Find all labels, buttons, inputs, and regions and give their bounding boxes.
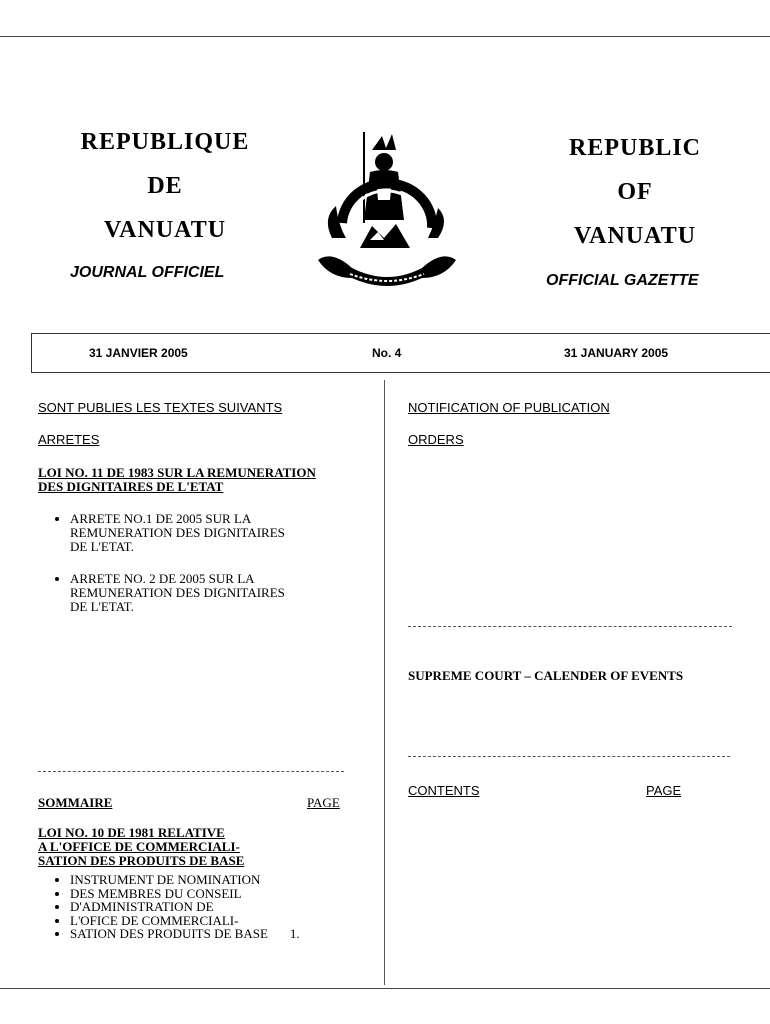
sommaire-item: • D'ADMINISTRATION DE bbox=[70, 900, 400, 914]
left-decree-list bbox=[22, 512, 390, 614]
sommaire-item: • DES MEMBRES DU CONSEIL bbox=[70, 887, 400, 901]
right-section-orders: ORDERS bbox=[408, 432, 464, 447]
top-rule bbox=[0, 36, 770, 37]
masthead-right-line-1: REPUBLIC bbox=[568, 135, 702, 161]
masthead-left-subtitle: JOURNAL OFFICIEL bbox=[70, 264, 225, 281]
masthead-right-title bbox=[510, 126, 760, 258]
sommaire-page-label: PAGE bbox=[307, 795, 340, 810]
left-separator bbox=[38, 771, 344, 772]
masthead-right-line-3: VANUATU bbox=[573, 223, 697, 249]
contents-page-label: PAGE bbox=[646, 783, 682, 798]
sommaire-item-list bbox=[22, 873, 400, 941]
masthead-left-title bbox=[40, 120, 290, 252]
date-english: 31 JANUARY 2005 bbox=[564, 346, 669, 360]
supreme-court-notice: SUPREME COURT – CALENDER OF EVENTS bbox=[408, 668, 684, 683]
bottom-rule bbox=[0, 988, 770, 989]
masthead-left-line-1: REPUBLIQUE bbox=[80, 129, 250, 155]
sommaire-page-number: 1. bbox=[289, 926, 300, 941]
issue-number: No. 4 bbox=[372, 346, 402, 360]
sommaire-item: • L'OFICE DE COMMERCIALI- bbox=[70, 914, 400, 928]
left-section-arretes: ARRETES bbox=[38, 432, 100, 447]
left-heading: SONT PUBLIES LES TEXTES SUIVANTS bbox=[38, 400, 283, 415]
decree-item: • ARRETE NO. 2 DE 2005 SUR LA REMUNERATION DES DIGNITAIRES DE L'ETAT. bbox=[70, 572, 390, 614]
sommaire-item: • INSTRUMENT DE NOMINATION bbox=[70, 873, 400, 887]
right-separator-2 bbox=[408, 756, 730, 757]
dateline-band bbox=[31, 333, 770, 373]
decree-item: • ARRETE NO.1 DE 2005 SUR LA REMUNERATION DES DIGNITAIRES DE L'ETAT. bbox=[70, 512, 390, 554]
right-separator-1 bbox=[408, 626, 732, 627]
masthead-right-subtitle: OFFICIAL GAZETTE bbox=[546, 272, 699, 289]
vanuatu-coat-of-arms-icon bbox=[312, 128, 462, 293]
right-heading: NOTIFICATION OF PUBLICATION bbox=[408, 400, 610, 415]
contents-label: CONTENTS bbox=[408, 783, 480, 798]
masthead-left-line-2: DE bbox=[147, 173, 183, 199]
sommaire-law-title: LOI NO. 10 DE 1981 RELATIVE A L'OFFICE DE COMMERCIALI- SATION DES PRODUITS DE BASE bbox=[38, 825, 245, 868]
masthead-left-line-3: VANUATU bbox=[103, 217, 227, 243]
sommaire-item bbox=[70, 927, 400, 941]
masthead-right-line-2: OF bbox=[617, 179, 653, 205]
left-law-title: LOI NO. 11 DE 1983 SUR LA REMUNERATION DES DIGNITAIRES DE L'ETAT bbox=[38, 465, 316, 494]
sommaire-label: SOMMAIRE bbox=[38, 795, 113, 810]
date-french: 31 JANVIER 2005 bbox=[89, 346, 188, 360]
sommaire-item-text: SATION DES PRODUITS DE BASE bbox=[70, 926, 268, 941]
